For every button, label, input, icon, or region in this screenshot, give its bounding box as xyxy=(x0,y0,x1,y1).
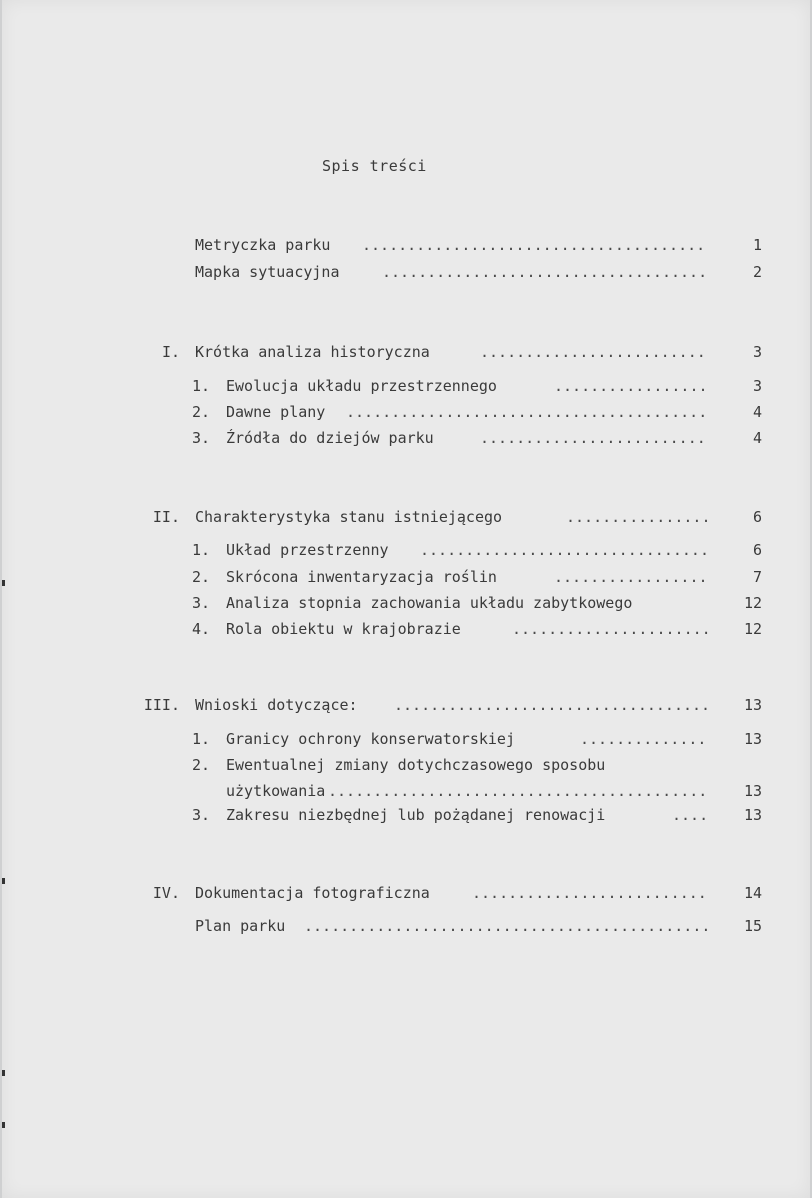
toc-leader-dots xyxy=(672,803,708,827)
toc-entry xyxy=(2,727,810,751)
page-edge-mark xyxy=(2,1070,5,1076)
toc-leader-dots xyxy=(580,727,708,751)
page-title: Spis treści xyxy=(322,157,427,175)
toc-entry-number: 4. xyxy=(191,620,210,638)
toc-section xyxy=(2,881,810,905)
toc-entry-label: Źródła do dziejów parku xyxy=(226,429,434,447)
toc-leader-dots xyxy=(472,881,708,905)
toc-entry xyxy=(2,260,810,284)
toc-entry-number: 1. xyxy=(191,541,210,559)
toc-page-number: 14 xyxy=(743,884,762,902)
toc-entry-label: Rola obiektu w krajobrazie xyxy=(226,620,461,638)
toc-entry-label: Granicy ochrony konserwatorskiej xyxy=(226,730,515,748)
toc-entry-continuation xyxy=(2,779,810,803)
toc-entry-label: Analiza stopnia zachowania układu zabytkowego xyxy=(226,594,633,612)
toc-entry-label: Układ przestrzenny xyxy=(226,541,389,559)
toc-entry-label: Skrócona inwentaryzacja roślin xyxy=(226,568,497,586)
page-edge-mark xyxy=(2,1122,5,1128)
toc-entry-label: Charakterystyka stanu istniejącego xyxy=(195,508,503,526)
toc-page-number: 6 xyxy=(752,541,762,559)
toc-page-number: 13 xyxy=(743,806,762,824)
document-page xyxy=(2,0,810,1198)
toc-leader-dots xyxy=(382,260,708,284)
toc-leader-dots xyxy=(480,340,708,364)
toc-entry-label: Dokumentacja fotograficzna xyxy=(195,884,430,902)
toc-page-number: 1 xyxy=(752,236,762,254)
toc-section-numeral: III. xyxy=(143,696,180,714)
toc-entry-number: 1. xyxy=(191,377,210,395)
toc-section xyxy=(2,693,810,717)
toc-leader-dots xyxy=(420,538,708,562)
toc-entry-number: 1. xyxy=(191,730,210,748)
toc-entry xyxy=(2,753,810,777)
toc-leader-dots xyxy=(304,914,708,938)
toc-page-number: 13 xyxy=(743,696,762,714)
toc-page-number: 4 xyxy=(752,429,762,447)
toc-leader-dots xyxy=(512,617,708,641)
toc-leader-dots xyxy=(554,565,708,589)
toc-entry-number: 3. xyxy=(191,429,210,447)
toc-page-number: 3 xyxy=(752,343,762,361)
toc-entry-label: Wnioski dotyczące: xyxy=(195,696,358,714)
toc-entry xyxy=(2,591,810,615)
toc-entry-number: 2. xyxy=(191,403,210,421)
toc-entry-number: 3. xyxy=(191,594,210,612)
toc-entry xyxy=(2,803,810,827)
toc-entry-number: 2. xyxy=(191,568,210,586)
toc-section xyxy=(2,505,810,529)
toc-page-number: 13 xyxy=(743,730,762,748)
toc-leader-dots xyxy=(394,693,708,717)
toc-entry-label: Mapka sytuacyjna xyxy=(195,263,340,281)
toc-leader-dots xyxy=(554,374,708,398)
toc-page-number: 12 xyxy=(743,620,762,638)
toc-entry xyxy=(2,565,810,589)
toc-leader-dots xyxy=(480,426,708,450)
toc-entry-label: Zakresu niezbędnej lub pożądanej renowacji xyxy=(226,806,606,824)
toc-entry xyxy=(2,374,810,398)
toc-entry xyxy=(2,400,810,424)
toc-page-number: 2 xyxy=(752,263,762,281)
toc-entry-label: Dawne plany xyxy=(226,403,326,421)
toc-section xyxy=(2,340,810,364)
toc-entry-number: 3. xyxy=(191,806,210,824)
toc-entry-label: użytkowania xyxy=(226,782,326,800)
toc-leader-dots xyxy=(362,233,708,257)
toc-entry-label: Plan parku xyxy=(195,917,286,935)
toc-entry xyxy=(2,914,810,938)
toc-page-number: 13 xyxy=(743,782,762,800)
toc-section-numeral: I. xyxy=(161,343,180,361)
toc-leader-dots xyxy=(346,400,708,424)
toc-entry xyxy=(2,233,810,257)
toc-page-number: 7 xyxy=(752,568,762,586)
toc-entry-label: Ewentualnej zmiany dotychczasowego sposobu xyxy=(226,756,606,774)
toc-entry xyxy=(2,538,810,562)
toc-entry-number: 2. xyxy=(191,756,210,774)
toc-entry xyxy=(2,617,810,641)
toc-leader-dots xyxy=(328,779,708,803)
toc-entry-label: Krótka analiza historyczna xyxy=(195,343,430,361)
toc-section-numeral: II. xyxy=(152,508,180,526)
toc-page-number: 3 xyxy=(752,377,762,395)
toc-page-number: 6 xyxy=(752,508,762,526)
toc-entry-label: Metryczka parku xyxy=(195,236,331,254)
toc-page-number: 4 xyxy=(752,403,762,421)
toc-entry xyxy=(2,426,810,450)
toc-section-numeral: IV. xyxy=(152,884,180,902)
toc-page-number: 15 xyxy=(743,917,762,935)
toc-leader-dots xyxy=(566,505,708,529)
toc-entry-label: Ewolucja układu przestrzennego xyxy=(226,377,497,395)
toc-page-number: 12 xyxy=(743,594,762,612)
